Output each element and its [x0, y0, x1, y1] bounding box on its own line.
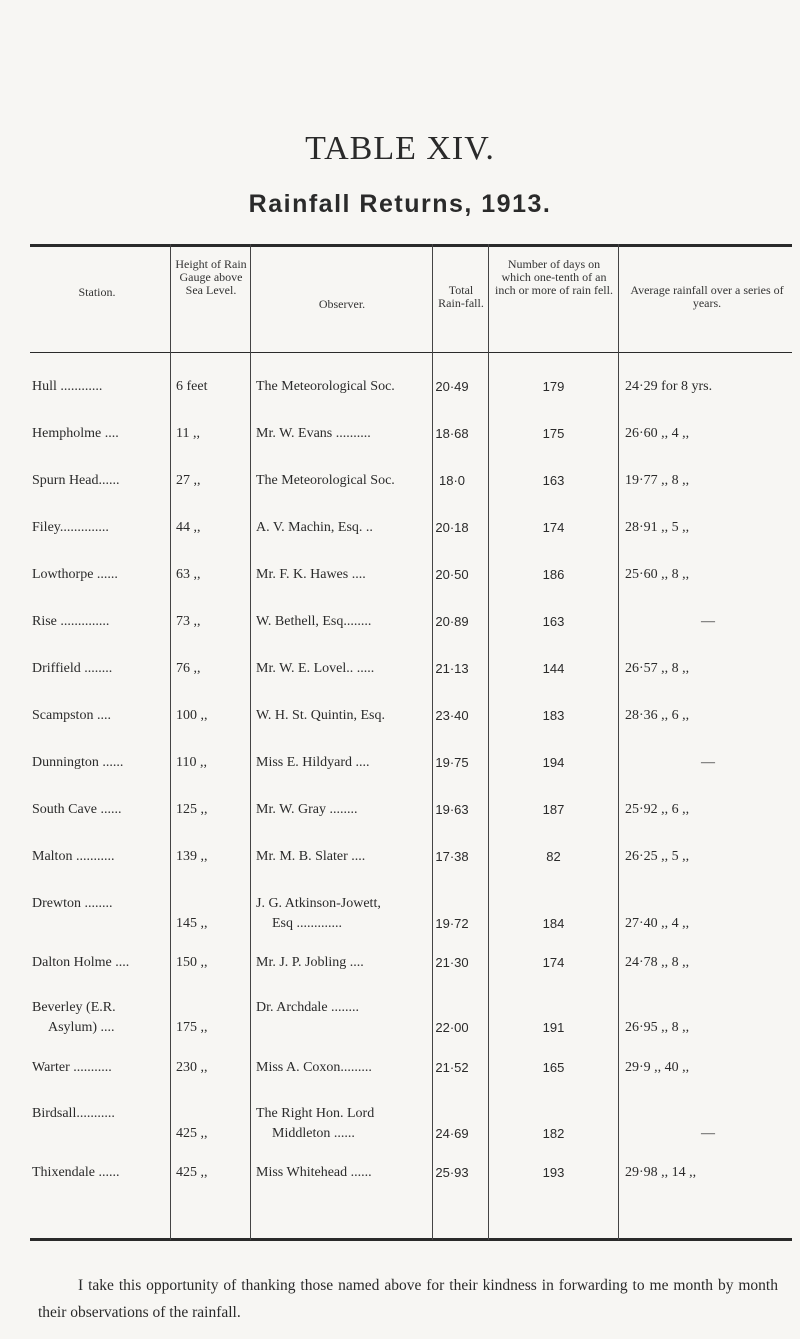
station-cell: Lowthorpe ......: [32, 567, 118, 582]
header-rainfall: Total Rain-fall.: [438, 283, 484, 310]
average-cell: 29·9 ,, 40 ,,: [625, 1060, 690, 1075]
rainfall-cell: 19·72: [435, 916, 469, 931]
rainfall-cell: 20·49: [435, 379, 469, 394]
observer-cell: Mr. J. P. Jobling ....: [256, 955, 364, 970]
station-cell: Hull ............: [32, 379, 103, 394]
average-cell: —: [701, 1126, 715, 1141]
height-cell: 230 ,,: [176, 1060, 208, 1075]
rain-days-cell: 184: [542, 916, 565, 931]
height-cell: 125 ,,: [176, 802, 208, 817]
station-cell: Warter ...........: [32, 1060, 112, 1075]
height-cell: 44 ,,: [176, 520, 201, 535]
rainfall-cell: 24·69: [435, 1126, 469, 1141]
header-average: Average rainfall over a series of years.: [630, 283, 784, 310]
average-cell: 28·36 ,, 6 ,,: [625, 708, 690, 723]
height-cell: 27 ,,: [176, 473, 201, 488]
observer-cell: W. Bethell, Esq........: [256, 614, 372, 629]
column-divider: [618, 244, 619, 1240]
height-cell: 145 ,,: [176, 916, 208, 931]
average-cell: 25·60 ,, 8 ,,: [625, 567, 690, 582]
rain-days-cell: 193: [542, 1165, 565, 1180]
rain-days-cell: 186: [542, 567, 565, 582]
rain-days-cell: 163: [542, 473, 565, 488]
height-cell: 11 ,,: [176, 426, 200, 441]
observer-cell: Miss Whitehead ......: [256, 1165, 372, 1180]
height-cell: 425 ,,: [176, 1165, 208, 1180]
average-cell: 25·92 ,, 6 ,,: [625, 802, 690, 817]
rainfall-cell: 22·00: [435, 1020, 469, 1035]
station-cell: Dalton Holme ....: [32, 955, 130, 970]
height-cell: 6 feet: [176, 379, 208, 394]
height-cell: 76 ,,: [176, 661, 201, 676]
average-cell: 26·95 ,, 8 ,,: [625, 1020, 690, 1035]
station-cell: Filey..............: [32, 520, 109, 535]
observer-cell: The Right Hon. Lord Middleton ......: [256, 1106, 375, 1141]
average-cell: 26·25 ,, 5 ,,: [625, 849, 690, 864]
rain-days-cell: 174: [542, 955, 565, 970]
rainfall-cell: 20·50: [435, 567, 469, 582]
rain-days-cell: 187: [542, 802, 565, 817]
rainfall-cell: 19·75: [435, 755, 469, 770]
station-cell: Beverley (E.R. Asylum) ....: [32, 1000, 116, 1035]
average-cell: 24·78 ,, 8 ,,: [625, 955, 690, 970]
rainfall-cell: 18·0: [438, 473, 466, 488]
station-cell: Thixendale ......: [32, 1165, 120, 1180]
station-cell: Hempholme ....: [32, 426, 119, 441]
average-cell: 29·98 ,, 14 ,,: [625, 1165, 697, 1180]
height-cell: 175 ,,: [176, 1020, 208, 1035]
rainfall-cell: 17·38: [435, 849, 469, 864]
table-subtitle: Rainfall Returns, 1913.: [248, 190, 552, 218]
rain-days-cell: 183: [542, 708, 565, 723]
rain-days-cell: 82: [546, 849, 561, 864]
average-cell: 28·91 ,, 5 ,,: [625, 520, 690, 535]
rainfall-cell: 25·93: [435, 1165, 469, 1180]
rainfall-cell: 20·89: [435, 614, 469, 629]
observer-cell: The Meteorological Soc.: [256, 379, 395, 394]
observer-cell: Mr. W. Evans ..........: [256, 426, 371, 441]
observer-cell: The Meteorological Soc.: [256, 473, 395, 488]
observer-cell: Mr. F. K. Hawes ....: [256, 567, 366, 582]
station-cell: Driffield ........: [32, 661, 113, 676]
rain-days-cell: 144: [542, 661, 565, 676]
observer-cell: Dr. Archdale ........: [256, 1000, 360, 1015]
rain-days-cell: 179: [542, 379, 565, 394]
header-station: Station.: [78, 285, 116, 299]
header-height: Height of Rain Gauge above Sea Level.: [175, 257, 247, 297]
height-cell: 425 ,,: [176, 1126, 208, 1141]
rain-days-cell: 182: [542, 1126, 565, 1141]
station-cell: Drewton ........: [32, 896, 113, 911]
height-cell: 73 ,,: [176, 614, 201, 629]
bottom-rule: [30, 1238, 792, 1241]
rain-days-cell: 175: [542, 426, 565, 441]
rain-days-cell: 191: [542, 1020, 565, 1035]
table-title: TABLE XIV.: [305, 130, 495, 167]
average-cell: 27·40 ,, 4 ,,: [625, 916, 690, 931]
rainfall-cell: 18·68: [435, 426, 469, 441]
average-cell: 26·57 ,, 8 ,,: [625, 661, 690, 676]
observer-cell: Mr. W. E. Lovel.. .....: [256, 661, 375, 676]
observer-cell: A. V. Machin, Esq. ..: [256, 520, 373, 535]
station-cell: Scampston ....: [32, 708, 111, 723]
rain-days-cell: 163: [542, 614, 565, 629]
rainfall-cell: 21·13: [435, 661, 469, 676]
observer-cell: Miss A. Coxon.........: [256, 1060, 372, 1075]
rain-days-cell: 194: [542, 755, 565, 770]
observer-cell: Miss E. Hildyard ....: [256, 755, 370, 770]
average-cell: —: [701, 755, 715, 770]
height-cell: 139 ,,: [176, 849, 208, 864]
station-cell: Rise ..............: [32, 614, 110, 629]
height-cell: 110 ,,: [176, 755, 207, 770]
column-divider: [250, 244, 251, 1240]
header-days: Number of days on which one-tenth of an inch or more of rain fell.: [495, 257, 613, 297]
rainfall-cell: 20·18: [435, 520, 469, 535]
top-rule: [30, 244, 792, 247]
station-cell: Dunnington ......: [32, 755, 124, 770]
average-cell: 24·29 for 8 yrs.: [625, 379, 713, 394]
observer-cell: Mr. W. Gray ........: [256, 802, 358, 817]
rainfall-cell: 21·52: [435, 1060, 469, 1075]
average-cell: 19·77 ,, 8 ,,: [625, 473, 690, 488]
rain-days-cell: 165: [542, 1060, 565, 1075]
rainfall-cell: 21·30: [435, 955, 469, 970]
header-rule: [30, 352, 792, 353]
station-cell: Birdsall...........: [32, 1106, 115, 1121]
station-cell: Spurn Head......: [32, 473, 120, 488]
height-cell: 150 ,,: [176, 955, 208, 970]
header-observer: Observer.: [318, 297, 366, 311]
average-cell: —: [701, 614, 715, 629]
height-cell: 100 ,,: [176, 708, 208, 723]
acknowledgement-note: I take this opportunity of thanking those named above for their kindness in forwarding to me month by month their observations of the rainfall.: [38, 1276, 778, 1321]
observer-cell: J. G. Atkinson-Jowett, Esq .............: [256, 896, 381, 931]
height-cell: 63 ,,: [176, 567, 201, 582]
observer-cell: W. H. St. Quintin, Esq.: [256, 708, 385, 723]
station-cell: South Cave ......: [32, 802, 122, 817]
rain-days-cell: 174: [542, 520, 565, 535]
rainfall-cell: 19·63: [435, 802, 469, 817]
observer-cell: Mr. M. B. Slater ....: [256, 849, 366, 864]
column-divider: [170, 244, 171, 1240]
average-cell: 26·60 ,, 4 ,,: [625, 426, 690, 441]
station-cell: Malton ...........: [32, 849, 115, 864]
rainfall-cell: 23·40: [435, 708, 469, 723]
column-divider: [488, 244, 489, 1240]
